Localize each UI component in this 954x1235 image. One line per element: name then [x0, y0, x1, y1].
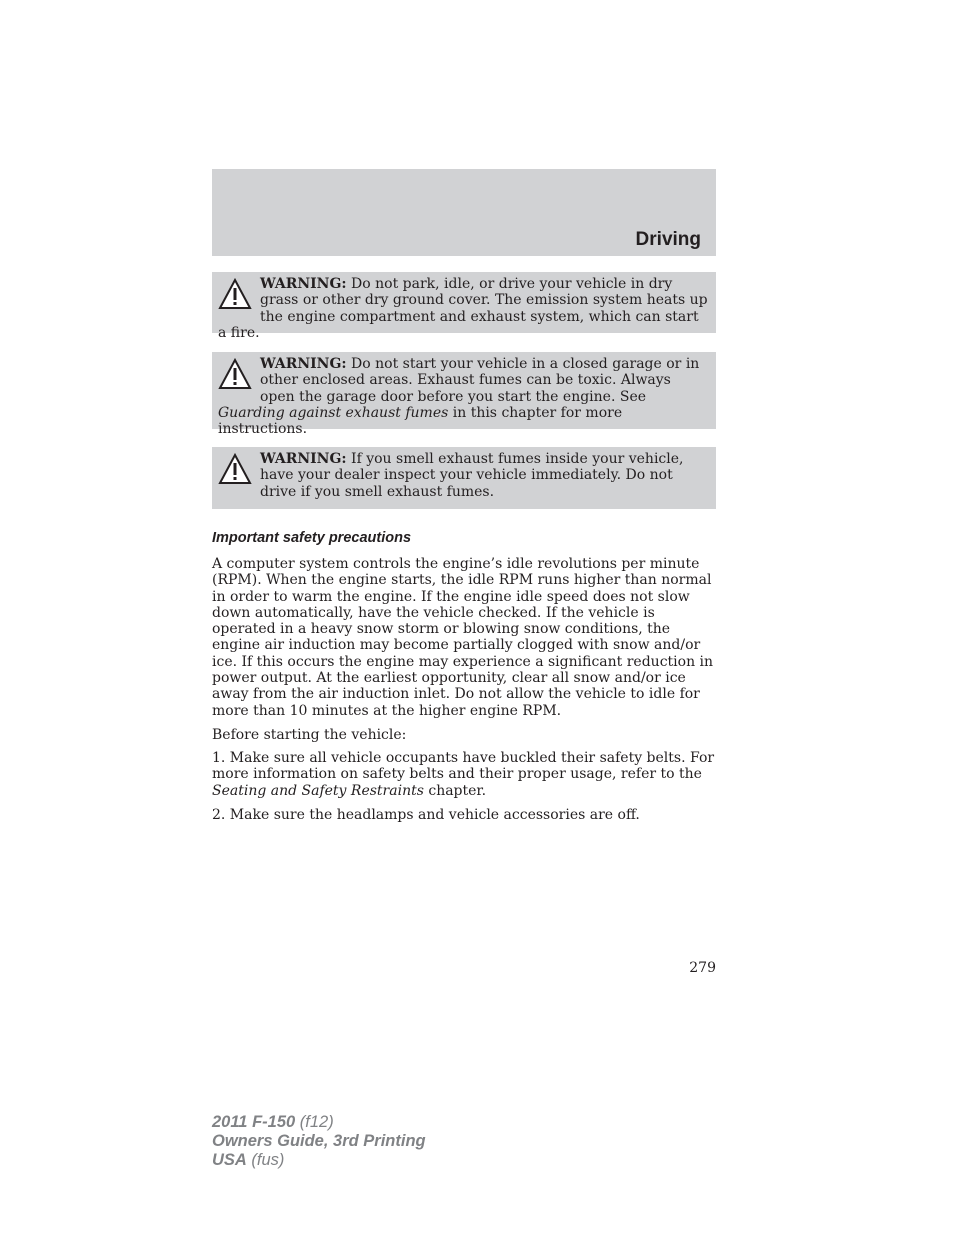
warning-triangle-icon	[218, 453, 252, 485]
footer-line	[212, 1151, 426, 1170]
section-header-band	[212, 169, 716, 256]
warning-label: WARNING:	[260, 356, 347, 372]
warning-triangle-icon	[218, 358, 252, 390]
document-footer	[212, 1113, 426, 1170]
footer-model: 2011 F-150	[212, 1113, 296, 1131]
footer-line: Owners Guide, 3rd Printing	[212, 1132, 426, 1150]
list-item-text: 1. Make sure all vehicle occupants have buckled their safety belts. For more information on safety belts and their proper usage, refer to the	[212, 750, 715, 783]
footer-model-code: (f12)	[295, 1113, 334, 1131]
footer-line	[212, 1113, 426, 1132]
cross-reference-link: Seating and Safety Restraints	[212, 782, 424, 799]
warning-text: If you smell exhaust fumes inside your vehicle, have your dealer inspect your vehicle immediately. Do not drive if you smell exhaust fumes.	[260, 451, 684, 500]
section-title: Driving	[635, 229, 701, 250]
warning-box	[212, 447, 716, 509]
body-paragraph: Before starting the vehicle:	[212, 727, 407, 743]
page-number: 279	[689, 960, 716, 976]
warning-text: Do not park, idle, or drive your vehicle in dry grass or other dry ground cover. The emission system heats up the engine compartment and exhaust system, which can start a fire.	[218, 276, 708, 341]
cross-reference-link: Guarding against exhaust fumes	[218, 404, 449, 421]
list-item	[212, 750, 718, 799]
warning-label: WARNING:	[260, 451, 347, 467]
list-item-text-tail: chapter.	[423, 782, 487, 799]
footer-market-code: (fus)	[246, 1151, 285, 1169]
warning-label: WARNING:	[260, 276, 347, 292]
warning-box	[212, 272, 716, 341]
footer-market: USA	[212, 1151, 247, 1169]
warning-text: Do not start your vehicle in a closed garage or in other enclosed areas. Exhaust fumes can be toxic. Always open the garage door before you start the engine. See	[260, 356, 700, 405]
warning-box	[212, 352, 716, 438]
list-item: 2. Make sure the headlamps and vehicle accessories are off.	[212, 807, 640, 823]
body-paragraph: A computer system controls the engine’s idle revolutions per minute (RPM). When the engine starts, the idle RPM runs higher than normal in order to warm the engine. If the engine idle speed does not slow down automatically, have the vehicle checked. If the vehicle is operated in a heavy snow storm or blowing snow conditions, the engine air induction may become partially clogged with snow and/or ice. If this occurs the engine may experience a significant reduction in power output. At the earliest opportunity, clear all snow and/or ice away from the air induction inlet. Do not allow the vehicle to idle for more than 10 minutes at the higher engine RPM.	[212, 556, 714, 719]
warning-text-tail: in this chapter for more instructions.	[218, 404, 623, 438]
warning-triangle-icon	[218, 278, 252, 310]
subheading: Important safety precautions	[212, 530, 412, 546]
